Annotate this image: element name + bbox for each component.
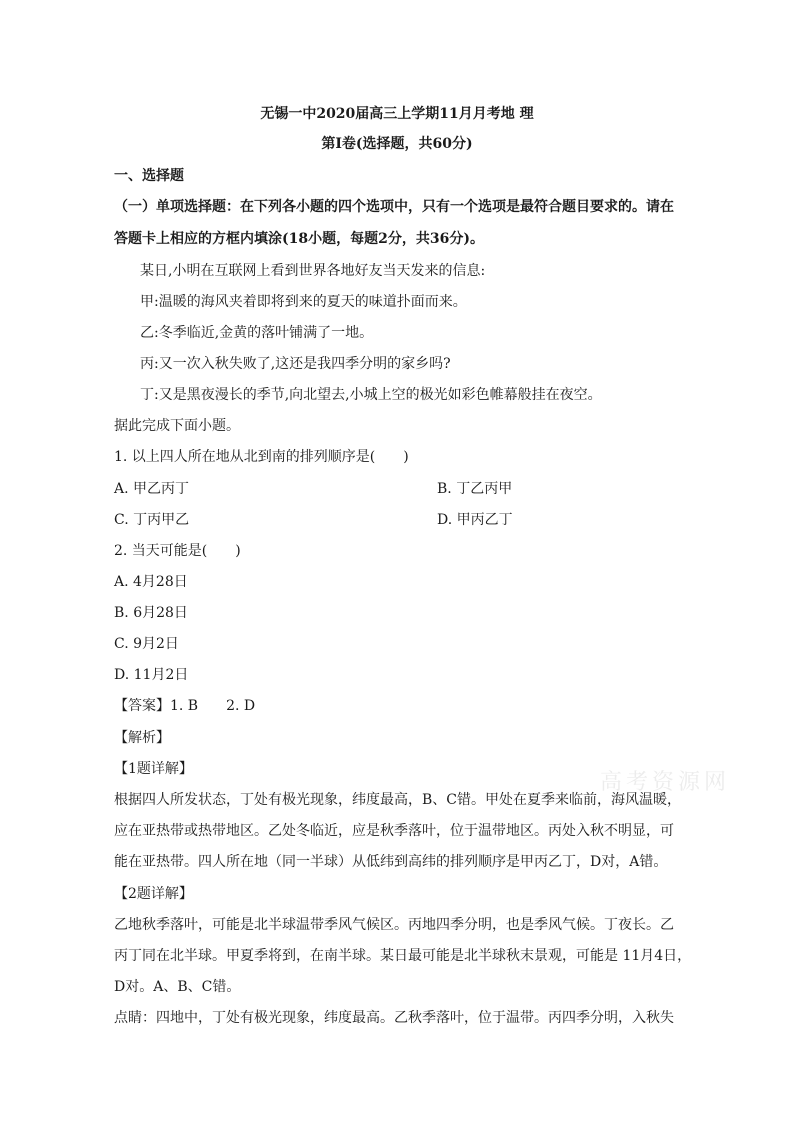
detail-2-line-1: 乙地秋季落叶，可能是北半球温带季风气候区。丙地四季分明，也是季风气候。丁夜长。乙 [114,917,674,933]
question-1-option-d: D. 甲丙乙丁 [437,512,513,528]
detail-2-line-3: D对。A、B、C错。 [114,979,241,995]
detail-1-label: 【1题详解】 [114,761,193,777]
question-1-option-c: C. 丁丙甲乙 [114,512,190,528]
question-2-stem: 2. 当天可能是( ) [114,543,241,559]
question-2-option-b: B. 6月28日 [114,605,188,621]
analysis-label: 【解析】 [114,730,170,746]
instruction-line-1: （一）单项选择题：在下列各小题的四个选项中，只有一个选项是最符合题目要求的。请在 [114,199,674,215]
answer-line: 【答案】1. B 2. D [114,698,256,714]
question-2-option-c: C. 9月2日 [114,636,179,652]
passage-bing: 丙:又一次入秋失败了,这还是我四季分明的家乡吗? [140,356,451,372]
detail-1-line-3: 能在亚热带。四人所在地（同一半球）从低纬到高纬的排列顺序是甲丙乙丁，D对，A错。 [114,854,668,870]
question-2-option-a: A. 4月28日 [114,574,188,590]
lead-in: 据此完成下面小题。 [114,418,240,434]
section-heading: 一、选择题 [114,168,184,184]
tip-line: 点睛：四地中，丁处有极光现象，纬度最高。乙秋季落叶，位于温带。丙四季分明，入秋失 [114,1010,674,1026]
question-2-option-d: D. 11月2日 [114,667,189,683]
detail-1-line-1: 根据四人所发状态，丁处有极光现象，纬度最高，B、C错。甲处在夏季来临前，海风温暖， [114,792,681,808]
passage-ding: 丁:又是黑夜漫长的季节,向北望去,小城上空的极光如彩色帷幕般挂在夜空。 [140,387,602,403]
page-subtitle: 第Ⅰ卷(选择题，共60分) [321,136,473,152]
watermark: 高考资源网 [600,770,731,795]
question-1-option-b: B. 丁乙丙甲 [437,481,513,497]
detail-2-label: 【2题详解】 [114,886,193,902]
instruction-line-2: 答题卡上相应的方框内填涂(18小题，每题2分，共36分)。 [114,231,484,247]
detail-2-line-2: 丙丁同在北半球。甲夏季将到，在南半球。某日最可能是北半球秋末景观，可能是 11月4日， [114,948,692,964]
page-title: 无锡一中2020届高三上学期11月月考地 理 [260,106,534,122]
detail-1-line-2: 应在亚热带或热带地区。乙处冬临近，应是秋季落叶，位于温带地区。丙处入秋不明显，可 [114,823,674,839]
question-1-stem: 1. 以上四人所在地从北到南的排列顺序是( ) [114,449,409,465]
passage-jia: 甲:温暖的海风夹着即将到来的夏天的味道扑面而来。 [140,294,467,310]
passage-intro: 某日,小明在互联网上看到世界各地好友当天发来的信息: [140,263,486,279]
passage-yi: 乙:冬季临近,金黄的落叶铺满了一地。 [140,325,374,341]
question-1-option-a: A. 甲乙丙丁 [114,481,190,497]
